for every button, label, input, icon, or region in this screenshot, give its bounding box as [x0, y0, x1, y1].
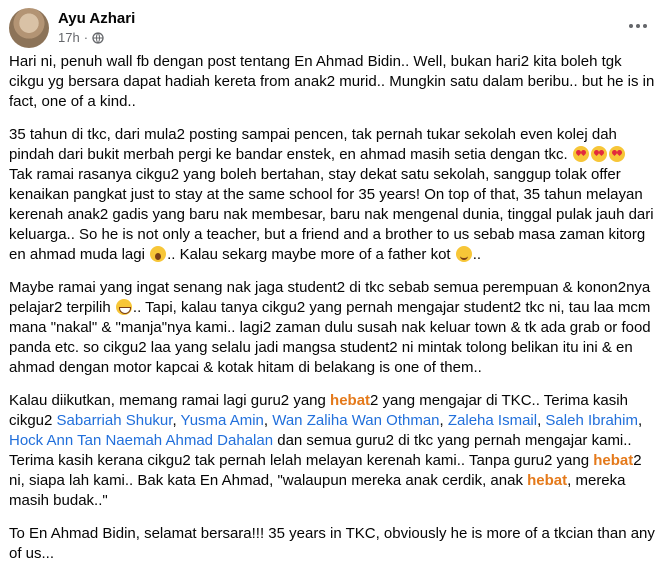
paragraph-2-text-b: Tak ramai rasanya cikgu2 yang boleh bertahan, stay dekat satu sekolah, sanggup tolak offer kenaikan pangkat just to stay at the same school for 35 years! On top of that, 35 tahun melayan kerenah anak2 gadis yang baru nak membesar, baru nak mengenal dunia, tinggal pulak jauh dari keluarga.. So he is not only a teacher, but a friend and a brother to us sebab masa zaman kitorg en ahmad muda lagi	[9, 166, 654, 263]
globe-icon[interactable]	[92, 32, 104, 44]
paragraph-3-text-a: Maybe ramai yang ingat senang nak jaga student2 di tkc sebab semua perempuan & konon2nya pelajar2 terpilih	[9, 279, 651, 316]
smiling-emoji-icon	[456, 246, 472, 262]
grinning-emoji-icon	[116, 299, 132, 315]
post-body	[9, 52, 655, 577]
post-time[interactable]: 17h	[58, 30, 80, 45]
hashtag-hebat[interactable]: hebat	[593, 452, 634, 469]
paragraph-4-text-3: dan semua guru2 di tkc yang pernah mengajar kami..	[277, 432, 632, 449]
paragraph-4-text-6: , mereka masih budak.."	[9, 472, 626, 509]
paragraph-4-text-5: 2 ni, siapa lah kami.. Bak kata En Ahmad, "walaupun mereka anak cerdik, anak	[9, 452, 642, 489]
paragraph-2-text-d: ..	[472, 246, 482, 263]
heart-eyes-emoji-icon	[591, 146, 607, 162]
meta-separator: ·	[83, 30, 89, 45]
paragraph-3-text-b: .. Tapi, kalau tanya cikgu2 yang pernah mengajar student2 tkc ni, tau laa mcm mana "nakal" & "manja"nya kami.. lagi2 zaman dulu susah nak keluar town & tk ada grab or food panda etc. so cikgu2 laa yang selalu jadi mangsa student2 ni mintak tolong belikan itu ini & en ahmad dengan motor kapcai & kotak hitam di belakang is one of them..	[9, 299, 651, 376]
yawning-emoji-icon	[150, 246, 166, 262]
tag-hock-ann-tan-naemah-ahmad-dahalan[interactable]: Hock Ann Tan Naemah Ahmad Dahalan	[9, 432, 274, 449]
paragraph-4-text-2: 2 yang mengajar di TKC.. Terima kasih cikgu2	[9, 392, 628, 429]
hashtag-hebat[interactable]: hebat	[527, 472, 568, 489]
heart-eyes-emoji-icon	[609, 146, 625, 162]
paragraph-4: Kalau diikutkan, memang ramai lagi guru2 yang hebat2 yang mengajar di TKC.. Terima kasih cikgu2 Sabarriah Shukur, Yusma Amin, Wan Zaliha Wan Othman, Zaleha Ismail, Saleh Ibrahim, Hock Ann Tan Naemah Ahmad Dahalan dan semua guru2 di tkc yang pernah mengajar kami.. Terima kasih kerana cikgu2 tak pernah lelah melayan kerenah kami.. Tanpa guru2 yang hebat2 ni, siapa lah kami.. Bak kata En Ahmad, "walaupun mereka anak cerdik, anak hebat, mereka masih budak.."	[9, 392, 643, 509]
tag-sabarriah-shukur[interactable]: Sabarriah Shukur	[56, 412, 173, 429]
paragraph-3	[9, 278, 655, 378]
more-options-icon[interactable]	[624, 14, 652, 38]
paragraph-5: To En Ahmad Bidin, selamat bersara!!! 35 years in TKC, obviously he is more of a tkcian than any of us...	[9, 525, 655, 562]
paragraph-2-text-a: 35 tahun di tkc, dari mula2 posting sampai pencen, tak pernah tukar sekolah even kolej dah pindah dari bukit merbah pergi ke bandar enstek, en ahmad masih setia dengan tkc.	[9, 126, 617, 163]
author-name[interactable]: Ayu Azhari	[58, 10, 136, 27]
tag-saleh-ibrahim[interactable]: Saleh Ibrahim	[545, 412, 638, 429]
heart-eyes-emoji-icon	[573, 146, 589, 162]
paragraph-2-text-c: .. Kalau sekarg maybe more of a father kot	[167, 246, 451, 263]
avatar[interactable]	[9, 8, 49, 48]
tag-zaleha-ismail[interactable]: Zaleha Ismail	[447, 412, 538, 429]
paragraph-4-text-1: Kalau diikutkan, memang ramai lagi guru2 yang	[9, 392, 326, 409]
paragraph-4-text-4: Terima kasih kerana cikgu2 tak pernah lelah melayan kerenah kami.. Tanpa guru2 yang	[9, 452, 590, 469]
paragraph-2	[9, 125, 655, 265]
post-header	[0, 0, 661, 52]
paragraph-1: Hari ni, penuh wall fb dengan post tentang En Ahmad Bidin.. Well, bukan hari2 kita boleh tgk cikgu yg bersara dapat hadiah kereta from anak2 murid.. Mungkin satu dalam beribu.. but he is in fact, one of a kind..	[9, 53, 655, 110]
tag-wan-zaliha-wan-othman[interactable]: Wan Zaliha Wan Othman	[272, 412, 440, 429]
post-meta	[58, 30, 104, 45]
tag-yusma-amin[interactable]: Yusma Amin	[180, 412, 264, 429]
hashtag-hebat[interactable]: hebat	[330, 392, 371, 409]
